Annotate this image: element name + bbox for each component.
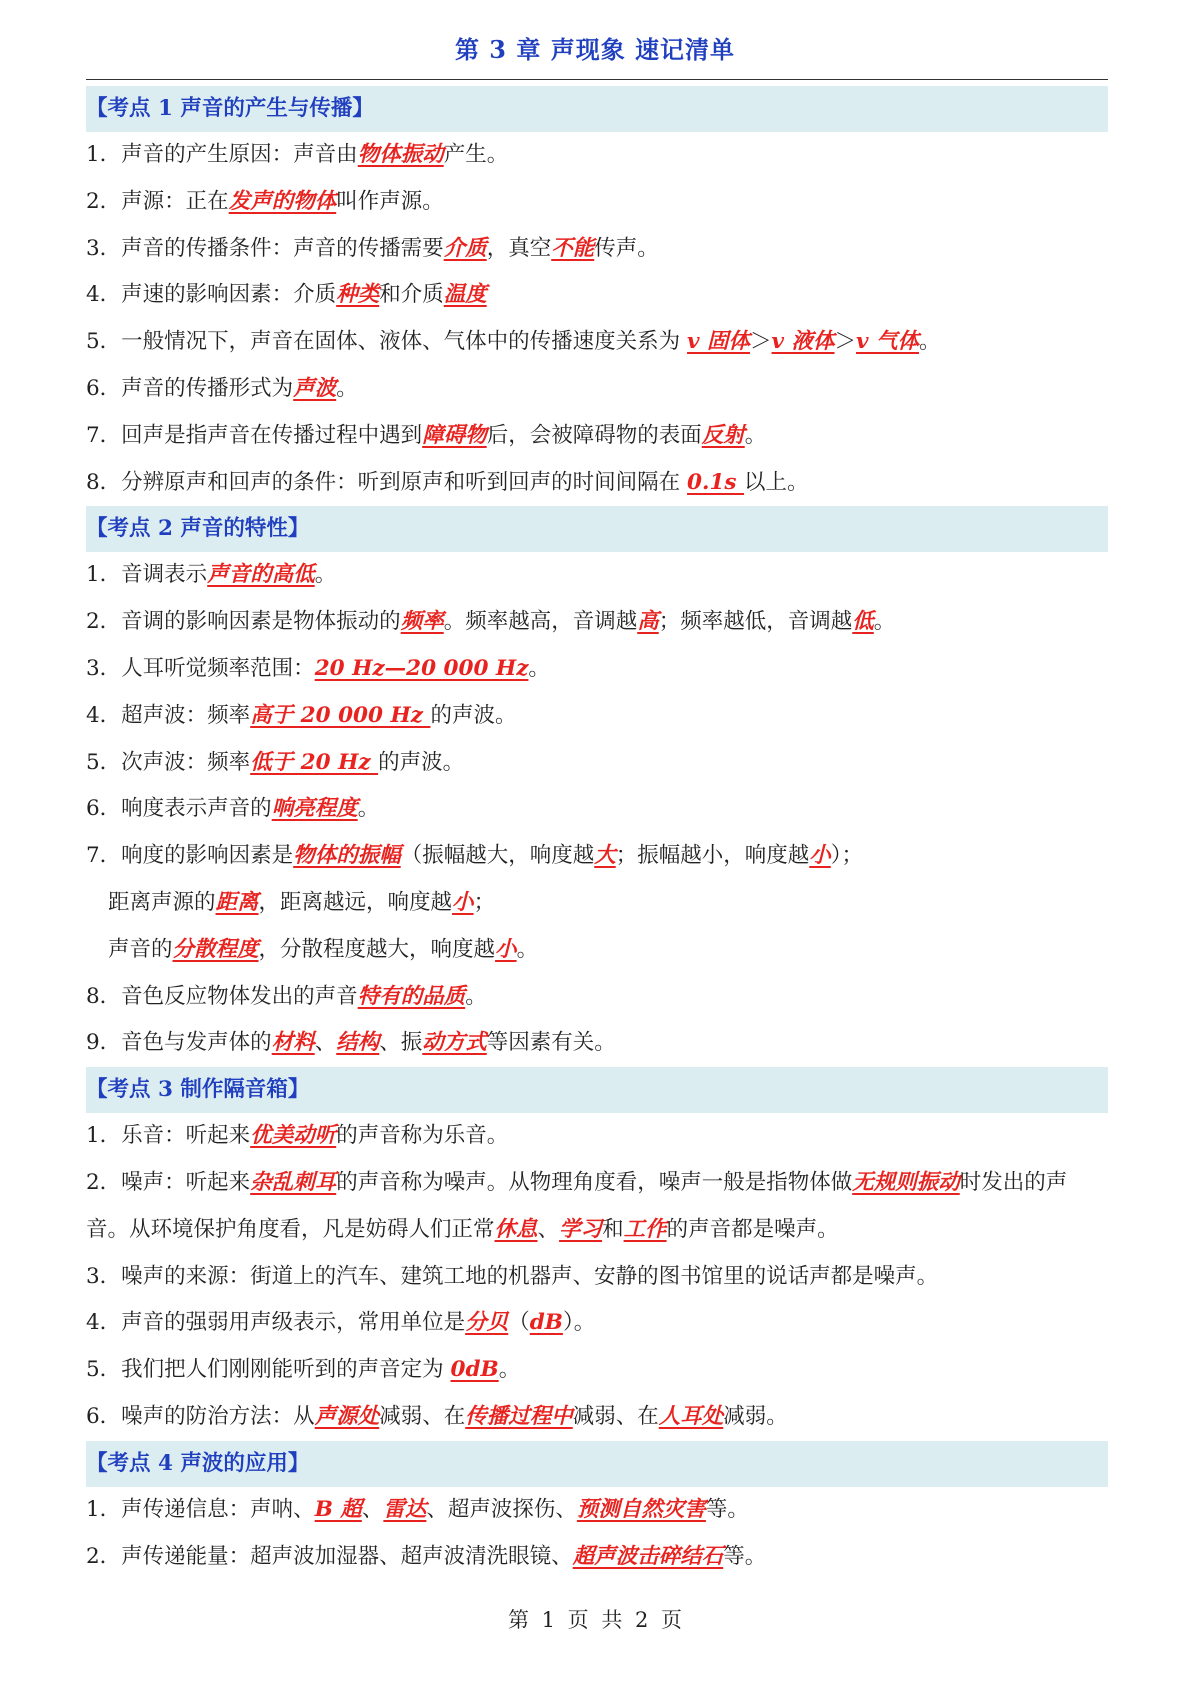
item-text: 叫作声源。 [336, 188, 444, 214]
item-text: 。 [873, 609, 896, 635]
answer-blank: v 固体 [687, 329, 751, 355]
item-text: 3．声音的传播条件：声音的传播需要 [86, 235, 444, 261]
answer-blank: 种类 [336, 282, 380, 308]
list-item [86, 833, 1108, 880]
item-text: （ [508, 1310, 530, 1336]
list-item [86, 974, 1108, 1021]
answer-blank: 响亮程度 [271, 796, 358, 822]
item-text: 8．分辨原声和回声的条件：听到原声和听到回声的时间间隔在 [86, 469, 688, 495]
item-text: ＞ [750, 329, 772, 355]
item-text: 5．一般情况下，声音在固体、液体、气体中的传播速度关系为 [86, 329, 688, 355]
item-text: 等因素有关。 [486, 1030, 616, 1056]
item-text: ；振幅越小，响度越 [615, 843, 810, 869]
list-item [86, 927, 1108, 974]
answer-blank: 材料 [271, 1030, 315, 1056]
answer-blank: 小 [809, 843, 831, 869]
list-item [86, 460, 1108, 507]
item-text: 的声波。 [378, 749, 465, 775]
answer-blank: 无规则振动 [852, 1169, 960, 1195]
list-item [86, 646, 1108, 693]
list-item [86, 786, 1108, 833]
answer-blank: 雷达 [383, 1496, 427, 1522]
answer-blank: 声音的高低 [207, 562, 315, 588]
item-text: 减弱。 [723, 1403, 788, 1429]
list-item [86, 179, 1108, 226]
answer-blank: dB [529, 1310, 563, 1336]
answer-blank: 预测自然灾害 [576, 1496, 706, 1522]
answer-blank: 介质 [443, 235, 487, 261]
item-text: 的声音都是噪声。 [666, 1216, 839, 1242]
answer-blank: 优美动听 [250, 1123, 337, 1149]
item-text: 后，会被障碍物的表面 [486, 422, 702, 448]
list-item [86, 1534, 1108, 1581]
answer-blank: 休息 [494, 1216, 538, 1242]
item-text: 4．超声波：频率 [86, 702, 251, 728]
list-item [86, 1347, 1108, 1394]
list-item [86, 599, 1108, 646]
item-text: 1．声音的产生原因：声音由 [86, 142, 358, 167]
item-text: 1．乐音：听起来 [86, 1123, 251, 1149]
list-item [86, 1254, 1108, 1301]
item-text: 1．声传递信息：声呐、 [86, 1496, 315, 1522]
item-text: 4．声速的影响因素：介质 [86, 282, 337, 308]
answer-blank: 不能 [551, 235, 595, 261]
item-text: 6．声音的传播形式为 [86, 375, 294, 401]
item-text: 。 [314, 562, 337, 588]
answer-blank: 分散程度 [172, 936, 259, 962]
list-item [86, 1113, 1108, 1160]
item-text: 2．音调的影响因素是物体振动的 [86, 609, 401, 635]
list-item [86, 1020, 1108, 1067]
item-text: 以上。 [744, 469, 809, 495]
list-item [86, 226, 1108, 273]
list-item [86, 1487, 1108, 1534]
item-text: 。 [336, 375, 358, 401]
item-text: 的声音称为噪声。从物理角度看，噪声一般是指物体做 [336, 1169, 853, 1195]
answer-blank: 大 [594, 843, 616, 869]
item-text: ＞ [834, 329, 857, 355]
document-body [86, 86, 1108, 1580]
item-text: 传声。 [594, 235, 659, 261]
answer-blank: v 液体 [771, 329, 835, 355]
answer-blank: 反射 [701, 422, 745, 448]
item-text: （振幅越大，响度越 [400, 843, 595, 869]
item-text: 和 [602, 1216, 624, 1242]
section-header: 【考点 1 声音的产生与传播】 [86, 86, 1108, 132]
answer-blank: 20 Hz—20 000 Hz [314, 655, 529, 681]
item-text: 3．噪声的来源：街道上的汽车、建筑工地的机器声、安静的图书馆里的说话声都是噪声。 [86, 1263, 939, 1289]
item-text: 、超声波探伤、 [426, 1496, 577, 1522]
answer-blank: 高于 20 000 Hz [250, 702, 431, 728]
answer-blank: 杂乱刺耳 [250, 1169, 337, 1195]
item-text: 等。 [705, 1496, 749, 1522]
list-item [86, 880, 1108, 927]
item-text: 。频率越高，音调越 [443, 609, 638, 635]
answer-blank: 温度 [443, 282, 487, 308]
item-text: 6．噪声的防治方法：从 [86, 1403, 315, 1429]
item-text: 产生。 [443, 142, 509, 167]
item-text: 。 [744, 422, 767, 448]
item-text: 声音的 [108, 936, 173, 962]
list-item [86, 1394, 1108, 1441]
item-text: 距离声源的 [108, 889, 216, 915]
answer-blank: 分贝 [465, 1310, 509, 1336]
answer-blank: 声源处 [314, 1403, 380, 1429]
item-text: 4．声音的强弱用声级表示，常用单位是 [86, 1310, 466, 1336]
item-text: 减弱、在 [572, 1403, 659, 1429]
answer-blank: B 超 [314, 1496, 362, 1522]
list-item [86, 132, 1108, 179]
answer-blank: 声波 [293, 375, 337, 401]
answer-blank: 0dB [450, 1357, 499, 1383]
answer-blank: 特有的品质 [357, 983, 466, 1009]
answer-blank: 障碍物 [422, 422, 487, 448]
item-text: 8．音色反应物体发出的声音 [86, 983, 358, 1009]
page-title: 第 3 章 声现象 速记清单 [454, 35, 736, 64]
item-text: 时发出的声音。从环境保护角度看，凡是妨碍人们正常 [86, 1169, 1068, 1242]
item-text: 、 [361, 1496, 384, 1522]
item-text: 6．响度表示声音的 [86, 796, 272, 822]
item-text: 9．音色与发声体的 [86, 1030, 272, 1056]
item-text: 。 [498, 1357, 521, 1383]
answer-blank: 超声波击碎结石 [572, 1543, 724, 1569]
item-text: 2．声源：正在 [86, 188, 229, 214]
section-header: 【考点 2 声音的特性】 [86, 506, 1108, 552]
answer-blank: 高 [637, 609, 659, 635]
answer-blank: 小 [452, 889, 474, 915]
item-text: 。 [357, 796, 380, 822]
answer-blank: 学习 [559, 1216, 603, 1242]
list-item [86, 552, 1108, 599]
answer-blank: 0.1s [687, 469, 745, 495]
item-text: 的声音称为乐音。 [336, 1123, 509, 1149]
answer-blank: 人耳处 [658, 1403, 724, 1429]
section-header: 【考点 3 制作隔音箱】 [86, 1067, 1108, 1113]
list-item [86, 1300, 1108, 1347]
item-text: ）； [830, 843, 864, 869]
answer-blank: 动方式 [422, 1030, 487, 1056]
item-text: 7．回声是指声音在传播过程中遇到 [86, 422, 423, 448]
item-text: 7．响度的影响因素是 [86, 843, 294, 869]
item-text: 。 [516, 936, 539, 962]
list-item [86, 693, 1108, 740]
title-divider [86, 79, 1108, 80]
item-text: 、振 [379, 1030, 423, 1056]
answer-blank: 发声的物体 [228, 188, 337, 214]
item-text: 、 [314, 1030, 337, 1056]
item-text: 3．人耳听觉频率范围： [86, 655, 315, 681]
answer-blank: 结构 [336, 1030, 380, 1056]
list-item [86, 1160, 1108, 1254]
answer-blank: 低 [852, 609, 874, 635]
item-text: ）。 [562, 1310, 596, 1336]
item-text: 等。 [723, 1543, 767, 1569]
item-text: 5．我们把人们刚刚能听到的声音定为 [86, 1357, 451, 1383]
list-item [86, 740, 1108, 787]
item-text: 1．音调表示 [86, 562, 208, 588]
answer-blank: 工作 [623, 1216, 667, 1242]
item-text: ；频率越低，音调越 [658, 609, 853, 635]
item-text: 。 [528, 655, 550, 681]
item-text: 减弱、在 [379, 1403, 466, 1429]
item-text: 2．声传递能量：超声波加湿器、超声波清洗眼镜、 [86, 1543, 573, 1569]
page-footer: 第 1 页 共 2 页 [507, 1608, 683, 1632]
item-text: ，分散程度越大，响度越 [258, 936, 496, 962]
item-text: ； [473, 889, 496, 915]
item-text: 。 [919, 329, 941, 355]
list-item [86, 319, 1108, 366]
answer-blank: 频率 [400, 609, 444, 635]
answer-blank: v 气体 [856, 329, 920, 355]
answer-blank: 距离 [215, 889, 259, 915]
answer-blank: 物体振动 [357, 142, 444, 167]
item-text: 和介质 [379, 282, 444, 308]
answer-blank: 低于 20 Hz [250, 749, 379, 775]
item-text: 。 [465, 983, 487, 1009]
item-text: 的声波。 [430, 702, 517, 728]
item-text: 5．次声波：频率 [86, 749, 251, 775]
list-item [86, 366, 1108, 413]
item-text: ，真空 [486, 235, 552, 261]
answer-blank: 传播过程中 [465, 1403, 573, 1429]
section-header: 【考点 4 声波的应用】 [86, 1441, 1108, 1487]
answer-blank: 物体的振幅 [293, 843, 401, 869]
answer-blank: 小 [495, 936, 517, 962]
list-item [86, 272, 1108, 319]
list-item [86, 413, 1108, 460]
item-text: 2．噪声：听起来 [86, 1169, 251, 1195]
item-text: ，距离越远，响度越 [258, 889, 453, 915]
item-text: 、 [537, 1216, 560, 1242]
